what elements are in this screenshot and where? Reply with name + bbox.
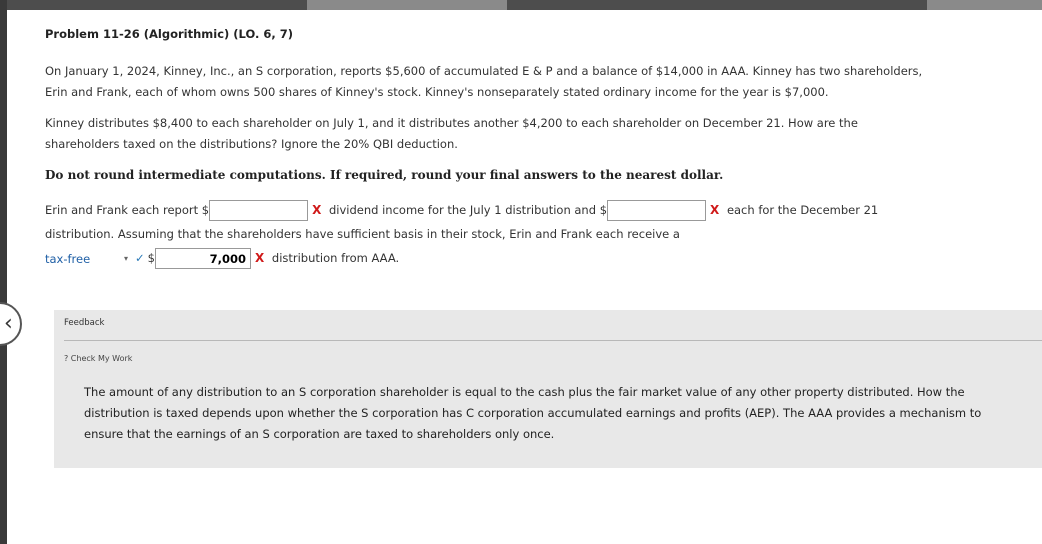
dollar-sign: $ (201, 203, 210, 217)
problem-content (45, 24, 925, 270)
aaa-distribution-input[interactable] (155, 248, 251, 269)
july-dividend-input[interactable] (209, 200, 308, 221)
toolbar-tab[interactable] (307, 0, 507, 10)
feedback-label: Feedback (64, 318, 105, 328)
caret-down-icon: ▾ (123, 253, 128, 263)
answer-text-4: distribution from AAA. (271, 251, 400, 265)
problem-paragraph-1: On January 1, 2024, Kinney, Inc., an S corporation, reports $5,600 of accumulated E & P and a balance of $14,000 in AAA. Kinney has two shareholders, Erin and Frank, each of whom owns 500 shares of Kinney's stock. Kinney's nonseparately stated ordinary income for the year is $7,000. (45, 64, 923, 99)
incorrect-x-icon: X (254, 251, 265, 265)
answer-text-3: each for the December 21 distribution. Assuming that the shareholders have sufficient basis in their stock, Erin and Frank each receive a (45, 203, 879, 241)
answer-sentence (45, 198, 925, 270)
back-button[interactable] (0, 302, 22, 346)
distribution-type-dropdown[interactable] (45, 250, 131, 268)
incorrect-x-icon: X (312, 203, 322, 217)
answer-text-2: dividend income for the July 1 distribution and (329, 203, 597, 217)
correct-check-icon: ✓ (135, 251, 145, 265)
incorrect-x-icon: X (710, 203, 720, 217)
rounding-instruction: Do not round intermediate computations. If required, round your final answers to the nearest dollar. (45, 168, 724, 182)
feedback-panel (54, 310, 1042, 468)
check-my-work-label: ? Check My Work (64, 354, 133, 363)
feedback-text: The amount of any distribution to an S corporation shareholder is equal to the cash plus the fair market value of any other property distributed. How the distribution is taxed depends upon whether the S corporation has C corporation accumulated earnings and profits (AEP). The AAA provides a mechanism to ensure that the earnings of an S corporation are taxed to shareholders only once. (84, 385, 982, 441)
dropdown-selected-value: tax-free (45, 251, 91, 266)
problem-paragraph-2: Kinney distributes $8,400 to each shareholder on July 1, and it distributes another $4,200 to each shareholder on December 21. How are the shareholders taxed on the distributions? Ignore the 20% QBI deduction. (45, 116, 858, 151)
dollar-sign: $ (147, 251, 155, 265)
december-dividend-input[interactable] (607, 200, 706, 221)
chevron-left-icon: ‹ (4, 311, 13, 336)
problem-title: Problem 11-26 (Algorithmic) (LO. 6, 7) (45, 27, 293, 41)
left-window-edge (0, 0, 7, 544)
answer-text-1: Erin and Frank each report (45, 203, 199, 217)
dollar-sign: $ (599, 203, 608, 217)
toolbar-tab[interactable] (927, 0, 1042, 10)
top-toolbar (7, 0, 1042, 10)
feedback-divider (64, 340, 1042, 341)
